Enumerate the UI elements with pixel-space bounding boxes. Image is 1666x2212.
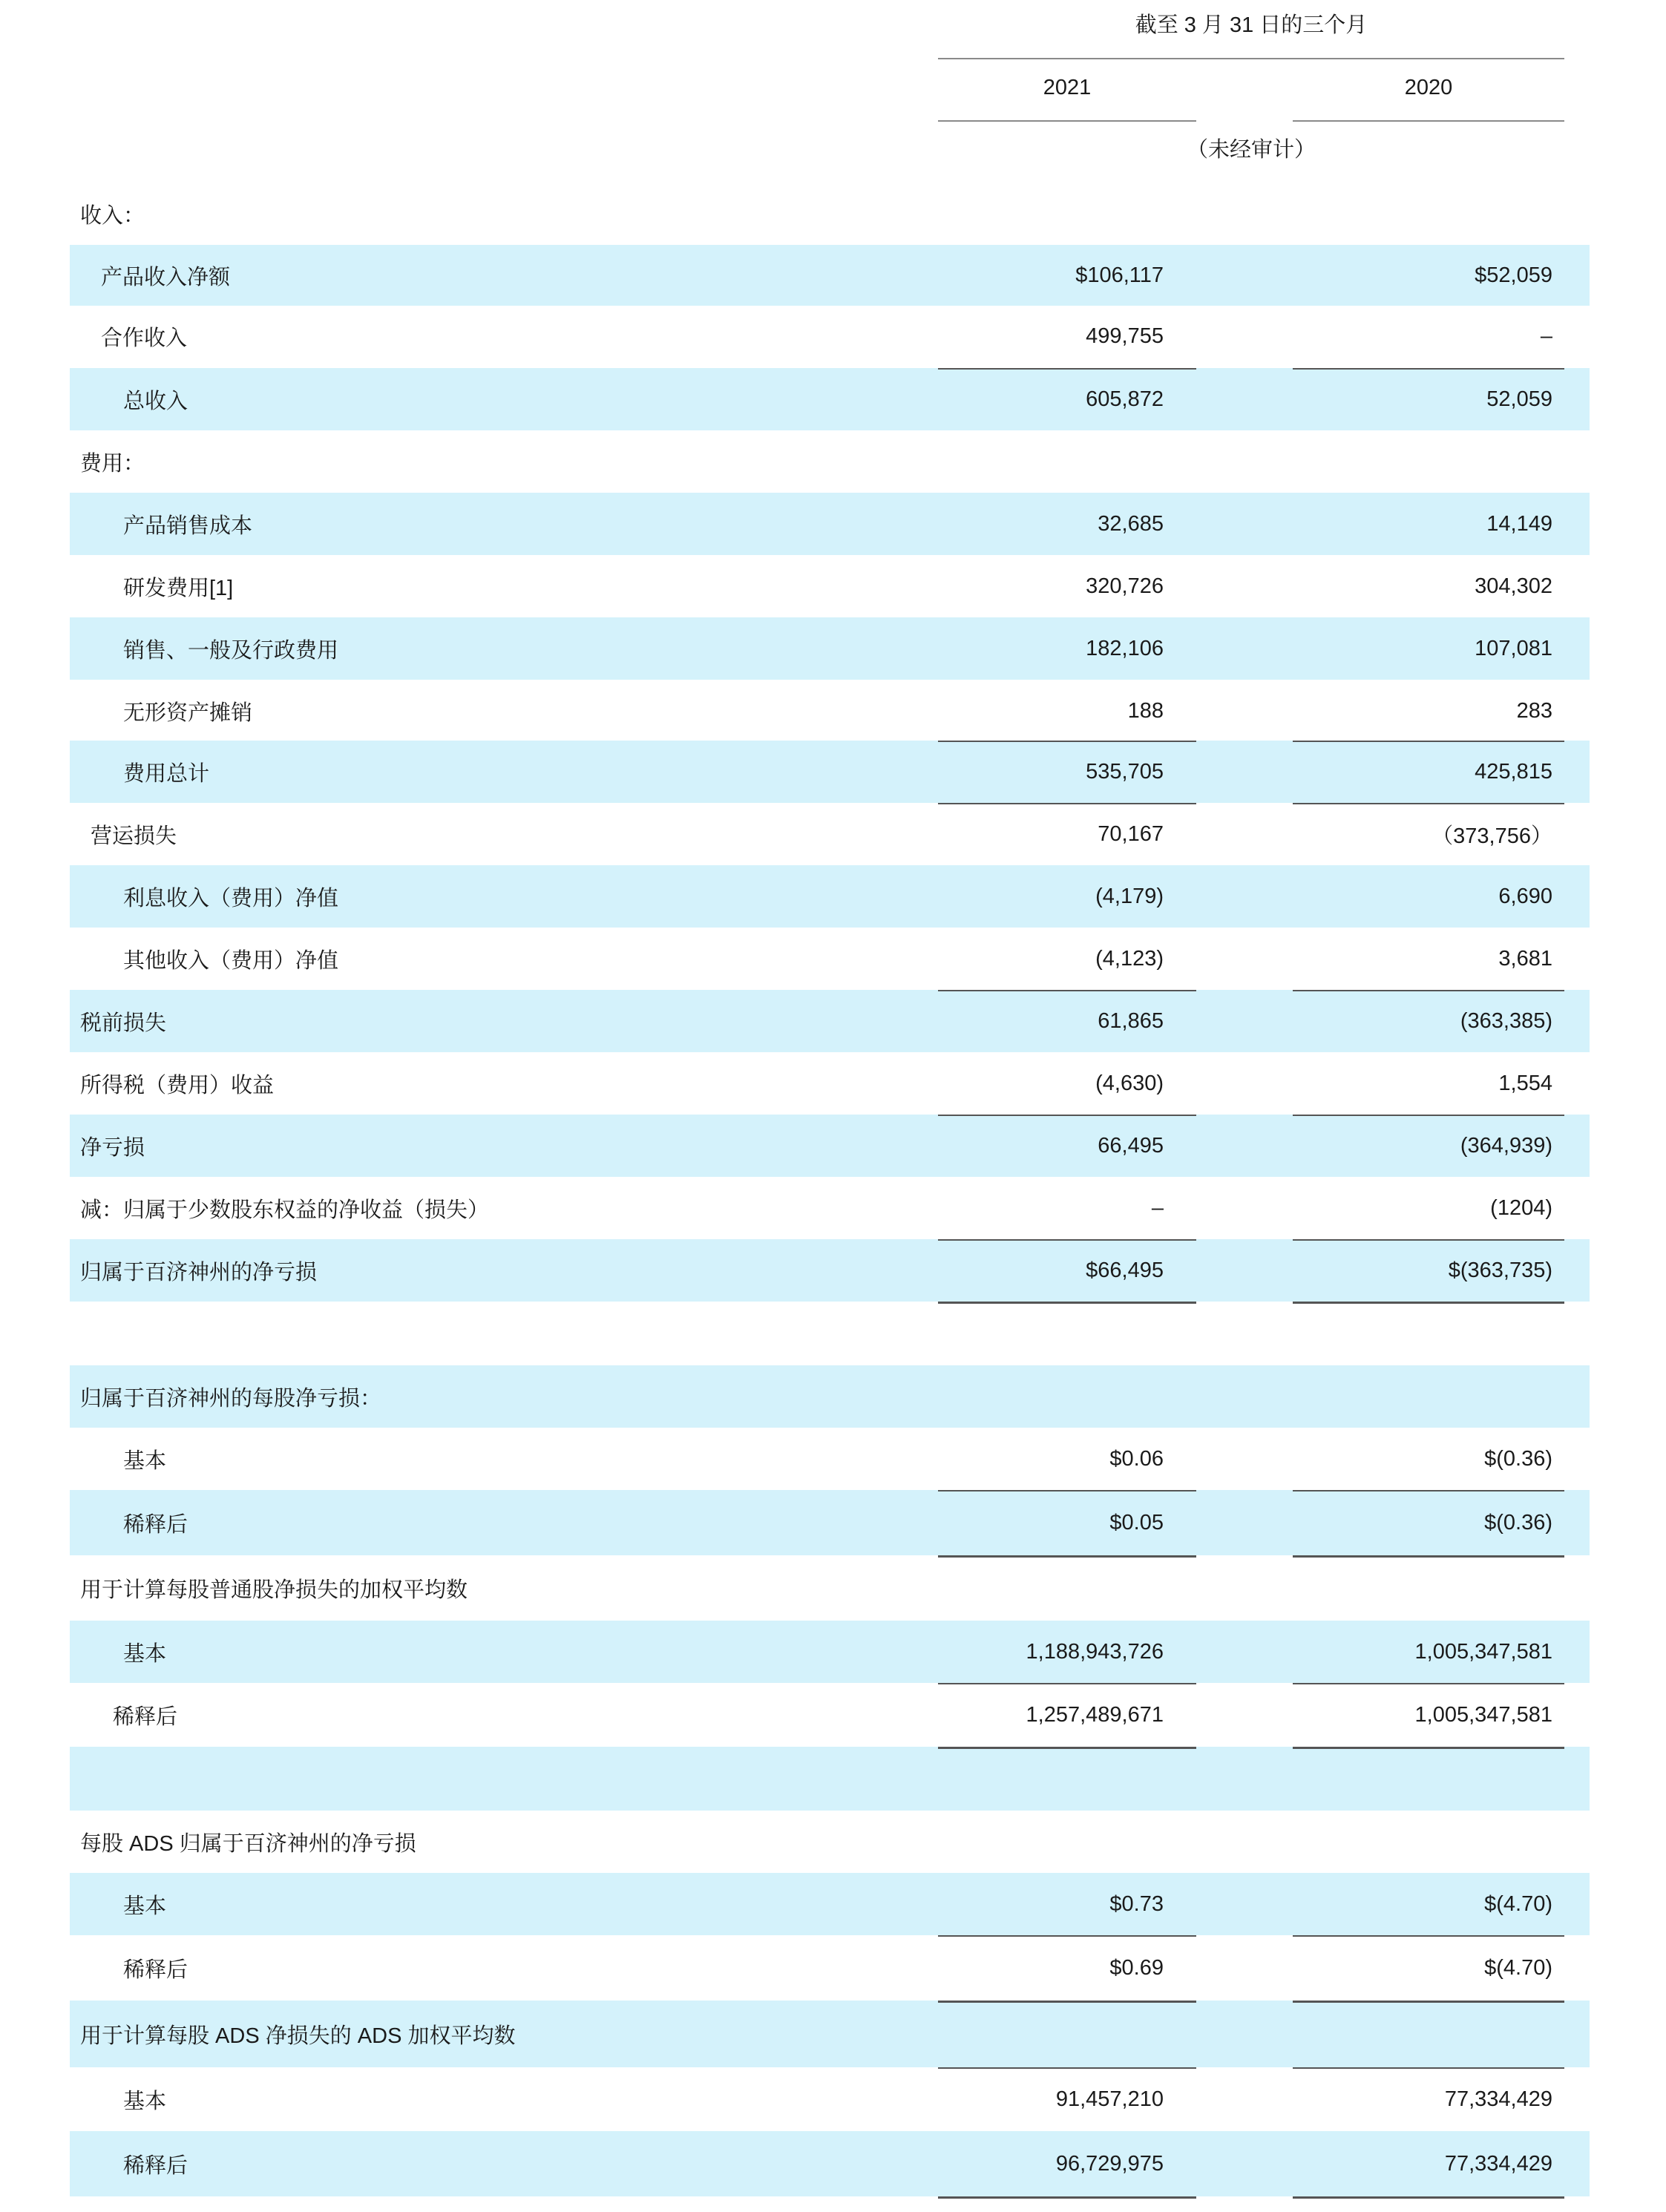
value-2020: 77,334,429	[1444, 2151, 1552, 2176]
row-label: 归属于百济神州的每股净亏损：	[80, 1386, 382, 1411]
table-row	[70, 368, 1590, 430]
value-2020: $(0.36)	[1484, 1510, 1552, 1535]
value-2020	[1181, 184, 1552, 243]
value-2021: $106,117	[1075, 263, 1164, 287]
table-row	[70, 1935, 1590, 2001]
value-2021: 66,495	[1098, 1133, 1164, 1158]
row-label: 稀释后	[123, 1512, 188, 1537]
row-label: 总收入	[123, 389, 188, 413]
value-2021	[867, 184, 1164, 243]
table-row	[70, 245, 1590, 306]
row-label: 归属于百济神州的净亏损	[80, 1260, 318, 1284]
value-2020: 6,690	[1498, 884, 1552, 908]
column-2020-rule	[1293, 1115, 1564, 1116]
value-2020: (363,385)	[1460, 1008, 1552, 1033]
row-label: 稀释后	[113, 1704, 178, 1729]
table-row	[70, 1302, 1590, 1365]
table-row	[70, 1555, 1590, 1621]
row-label: 基本	[123, 1448, 167, 1473]
value-2021: 96,729,975	[1055, 2151, 1164, 2176]
column-2021-rule	[938, 2001, 1196, 2003]
value-2020: 425,815	[1475, 759, 1552, 784]
column-2021-rule	[938, 1935, 1196, 1937]
row-label: 合作收入	[101, 326, 188, 350]
column-2020-rule	[1293, 2001, 1564, 2003]
table-row	[70, 1115, 1590, 1177]
column-2020-rule	[1293, 368, 1564, 370]
table-row	[70, 865, 1590, 928]
value-2020: 1,005,347,581	[1414, 1702, 1552, 1727]
column-2021-rule	[938, 741, 1196, 742]
row-label: 产品收入净额	[101, 265, 231, 289]
row-label: 基本	[123, 1641, 167, 1666]
table-row	[70, 741, 1590, 803]
value-2020: 283	[1516, 698, 1552, 723]
row-label: 销售、一般及行政费用	[123, 638, 339, 663]
value-2020: 107,081	[1475, 636, 1552, 660]
column-2020-rule	[1293, 1555, 1564, 1558]
value-2021	[867, 1302, 1164, 1365]
value-2021: 1,257,489,671	[1026, 1702, 1164, 1727]
value-2021: 499,755	[1086, 324, 1164, 348]
row-label: 基本	[123, 1894, 167, 1918]
value-2021: 320,726	[1086, 574, 1164, 598]
value-2021	[867, 1365, 1164, 1428]
column-2020-rule	[1293, 120, 1564, 122]
value-2020: $(0.36)	[1484, 1446, 1552, 1471]
value-2021: 188	[1127, 698, 1164, 723]
row-label: 稀释后	[123, 2153, 188, 2178]
value-2021: $66,495	[1086, 1258, 1164, 1282]
table-row	[70, 1052, 1590, 1115]
table-row	[70, 928, 1590, 990]
table-row	[70, 306, 1590, 367]
value-2021	[867, 430, 1164, 493]
value-2021: –	[1151, 1195, 1164, 1220]
column-2021-rule	[938, 120, 1196, 122]
value-2021: 535,705	[1086, 759, 1164, 784]
table-row	[70, 555, 1590, 617]
table-row	[70, 1365, 1590, 1428]
value-2021	[867, 1555, 1164, 1621]
value-2021: $0.69	[1109, 1955, 1164, 1980]
column-2021-rule	[938, 1555, 1196, 1558]
row-label: 其他收入（费用）净值	[123, 948, 339, 973]
row-label: 减：归属于少数股东权益的净收益（损失）	[80, 1198, 490, 1222]
column-2021-rule	[938, 368, 1196, 370]
value-2021: (4,123)	[1095, 946, 1164, 971]
row-label: 用于计算每股普通股净损失的加权平均数	[80, 1578, 468, 1602]
table-row	[70, 493, 1590, 555]
row-label: 营运损失	[91, 824, 177, 848]
column-2021-rule	[938, 1683, 1196, 1684]
value-2020	[1181, 2001, 1552, 2067]
unaudited-note: （未经审计）	[1186, 138, 1316, 162]
value-2020: 1,554	[1498, 1071, 1552, 1095]
period-header: 截至 3 月 31 日的三个月	[1135, 13, 1368, 37]
value-2020: –	[1540, 324, 1552, 348]
value-2021	[867, 1747, 1164, 1811]
row-label: 利息收入（费用）净值	[123, 886, 339, 910]
value-2021	[867, 2001, 1164, 2067]
row-label: 净亏损	[80, 1135, 145, 1160]
value-2020: $(363,735)	[1448, 1258, 1552, 1282]
column-2020-rule	[1293, 1683, 1564, 1684]
value-2020: 77,334,429	[1444, 2087, 1552, 2111]
value-2021: 70,167	[1098, 821, 1164, 846]
column-2020-rule	[1293, 2067, 1564, 2069]
value-2020: 3,681	[1498, 946, 1552, 971]
value-2021: 32,685	[1098, 511, 1164, 536]
value-2020: 1,005,347,581	[1414, 1639, 1552, 1664]
table-row	[70, 1811, 1590, 1873]
column-header-2020: 2020	[1404, 76, 1453, 99]
value-2021: $0.06	[1109, 1446, 1164, 1471]
table-row	[70, 1177, 1590, 1239]
value-2021: $0.73	[1109, 1891, 1164, 1916]
table-row	[70, 2001, 1590, 2067]
value-2020: $52,059	[1475, 263, 1552, 287]
column-2021-rule	[938, 1747, 1196, 1749]
value-2021	[867, 1811, 1164, 1873]
column-2021-rule	[938, 2196, 1196, 2199]
header-rule	[938, 58, 1564, 59]
column-2021-rule	[938, 2067, 1196, 2069]
column-2021-rule	[938, 1115, 1196, 1116]
column-2020-rule	[1293, 1935, 1564, 1937]
value-2021: 1,188,943,726	[1026, 1639, 1164, 1664]
row-label: 稀释后	[123, 1957, 188, 1982]
value-2020: $(4.70)	[1484, 1955, 1552, 1980]
value-2020: $(4.70)	[1484, 1891, 1552, 1916]
row-label: 用于计算每股 ADS 净损失的 ADS 加权平均数	[80, 2024, 516, 2048]
column-2020-rule	[1293, 1239, 1564, 1241]
column-2020-rule	[1293, 803, 1564, 804]
table-row	[70, 2131, 1590, 2196]
row-label: 费用：	[80, 451, 145, 476]
value-2021: (4,630)	[1095, 1071, 1164, 1095]
table-row	[70, 1490, 1590, 1555]
column-2020-rule	[1293, 990, 1564, 991]
value-2020	[1181, 1555, 1552, 1621]
table-row	[70, 990, 1590, 1052]
table-row	[70, 1683, 1590, 1747]
column-2021-rule	[938, 1239, 1196, 1241]
value-2021: 61,865	[1098, 1008, 1164, 1033]
table-row	[70, 1239, 1590, 1302]
row-label: 研发费用[1]	[123, 576, 234, 600]
table-row	[70, 184, 1590, 243]
table-row	[70, 2067, 1590, 2131]
row-label: 费用总计	[123, 761, 210, 786]
value-2020: （373,756）	[1431, 824, 1552, 848]
value-2021: 91,457,210	[1055, 2087, 1164, 2111]
value-2020	[1181, 1811, 1552, 1873]
value-2020	[1181, 1302, 1552, 1365]
column-2020-rule	[1293, 1302, 1564, 1304]
row-label: 税前损失	[80, 1011, 167, 1035]
column-2021-rule	[938, 803, 1196, 804]
row-label: 每股 ADS 归属于百济神州的净亏损	[80, 1831, 416, 1856]
column-2020-rule	[1293, 741, 1564, 742]
column-2021-rule	[938, 1302, 1196, 1304]
column-2021-rule	[938, 1490, 1196, 1491]
value-2020	[1181, 1365, 1552, 1428]
value-2020	[1181, 430, 1552, 493]
value-2020: 14,149	[1486, 511, 1552, 536]
value-2021: $0.05	[1109, 1510, 1164, 1535]
table-row	[70, 803, 1590, 865]
table-row	[70, 680, 1590, 742]
value-2020	[1181, 1747, 1552, 1811]
column-2020-rule	[1293, 1490, 1564, 1491]
row-label: 所得税（费用）收益	[80, 1073, 275, 1097]
table-row	[70, 617, 1590, 680]
table-row	[70, 430, 1590, 493]
table-row	[70, 1621, 1590, 1683]
table-row	[70, 1873, 1590, 1935]
column-2020-rule	[1293, 1747, 1564, 1749]
value-2021: 182,106	[1086, 636, 1164, 660]
row-label: 无形资产摊销	[123, 700, 253, 725]
table-row	[70, 1747, 1590, 1811]
column-header-2021: 2021	[1043, 76, 1092, 99]
row-label: 收入：	[80, 203, 145, 228]
row-label: 产品销售成本	[123, 513, 253, 538]
row-label: 基本	[123, 2089, 167, 2113]
value-2020: 304,302	[1475, 574, 1552, 598]
column-2020-rule	[1293, 2196, 1564, 2199]
value-2021: 605,872	[1086, 387, 1164, 411]
table-row	[70, 1428, 1590, 1490]
value-2021: (4,179)	[1095, 884, 1164, 908]
value-2020: 52,059	[1486, 387, 1552, 411]
value-2020: (1204)	[1490, 1195, 1552, 1220]
value-2020: (364,939)	[1460, 1133, 1552, 1158]
column-2021-rule	[938, 990, 1196, 991]
